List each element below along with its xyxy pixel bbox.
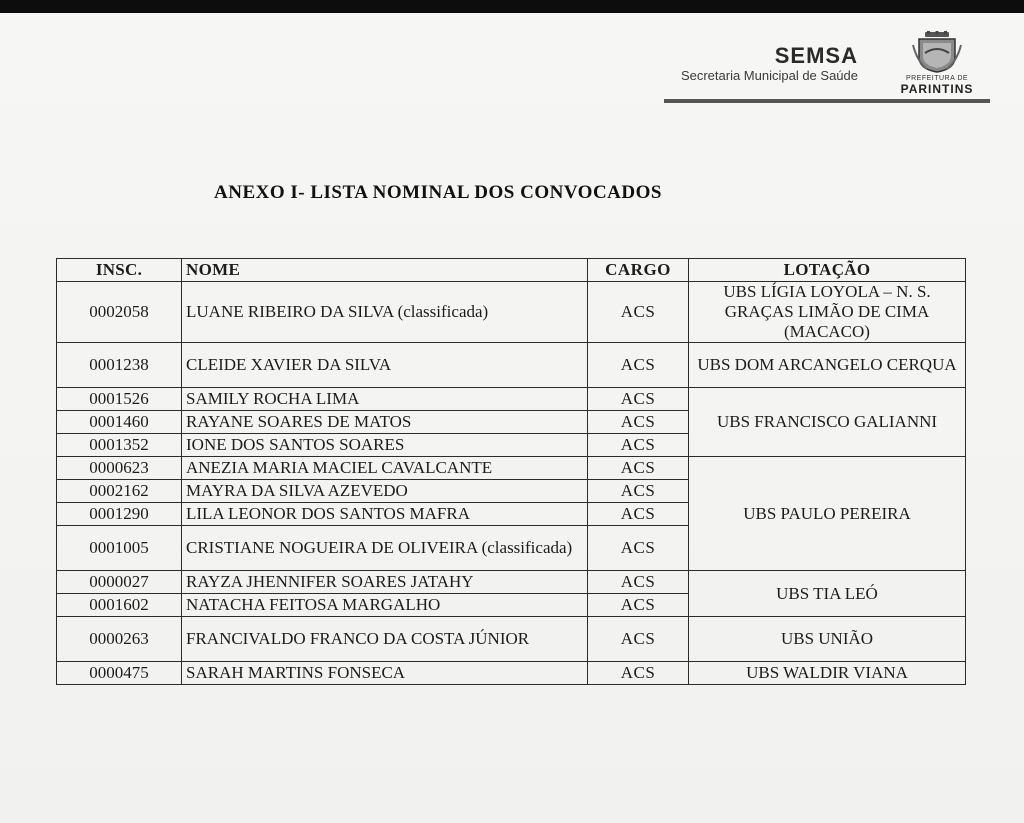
- prefeitura-name: PARINTINS: [900, 82, 974, 96]
- table-row: [57, 662, 966, 685]
- header-underline: [664, 99, 990, 103]
- cargo-cell: ACS: [588, 480, 689, 503]
- insc-cell: 0001238: [57, 343, 182, 388]
- brand-title: SEMSA: [774, 43, 858, 68]
- lotacao-cell: UBS LÍGIA LOYOLA – N. S. GRAÇAS LIMÃO DE CIMA (MACACO): [689, 282, 966, 343]
- lotacao-cell: UBS WALDIR VIANA: [689, 662, 966, 685]
- insc-cell: 0001352: [57, 434, 182, 457]
- cargo-cell: ACS: [588, 571, 689, 594]
- insc-cell: 0000475: [57, 662, 182, 685]
- lotacao-cell: UBS FRANCISCO GALIANNI: [689, 388, 966, 457]
- insc-cell: 0001290: [57, 503, 182, 526]
- nome-cell: SARAH MARTINS FONSECA: [182, 662, 588, 685]
- cargo-cell: ACS: [588, 457, 689, 480]
- table-row: [57, 282, 966, 343]
- nome-cell: SAMILY ROCHA LIMA: [182, 388, 588, 411]
- insc-cell: 0001602: [57, 594, 182, 617]
- cargo-cell: ACS: [588, 343, 689, 388]
- cargo-cell: ACS: [588, 434, 689, 457]
- lotacao-cell: UBS UNIÃO: [689, 617, 966, 662]
- prefeitura-label: PREFEITURA DE: [905, 75, 969, 82]
- table-row: [57, 457, 966, 480]
- table-row: [57, 388, 966, 411]
- cargo-cell: ACS: [588, 411, 689, 434]
- coat-of-arms-icon: [911, 31, 963, 73]
- header-nome: NOME: [182, 259, 588, 282]
- insc-cell: 0002058: [57, 282, 182, 343]
- cargo-cell: ACS: [588, 662, 689, 685]
- insc-cell: 0000623: [57, 457, 182, 480]
- top-black-border: [0, 0, 1024, 13]
- nome-cell: LUANE RIBEIRO DA SILVA (classificada): [182, 282, 588, 343]
- nome-cell: ANEZIA MARIA MACIEL CAVALCANTE: [182, 457, 588, 480]
- cargo-cell: ACS: [588, 282, 689, 343]
- nome-cell: CLEIDE XAVIER DA SILVA: [182, 343, 588, 388]
- lotacao-cell: UBS PAULO PEREIRA: [689, 457, 966, 571]
- insc-cell: 0001460: [57, 411, 182, 434]
- insc-cell: 0002162: [57, 480, 182, 503]
- header-insc: INSC.: [57, 259, 182, 282]
- lotacao-cell: UBS DOM ARCANGELO CERQUA: [689, 343, 966, 388]
- document-title: ANEXO I- LISTA NOMINAL DOS CONVOCADOS: [214, 182, 662, 203]
- nome-cell: NATACHA FEITOSA MARGALHO: [182, 594, 588, 617]
- cargo-cell: ACS: [588, 503, 689, 526]
- nome-cell: LILA LEONOR DOS SANTOS MAFRA: [182, 503, 588, 526]
- cargo-cell: ACS: [588, 526, 689, 571]
- semsa-brand: [681, 45, 858, 84]
- nome-cell: RAYZA JHENNIFER SOARES JATAHY: [182, 571, 588, 594]
- lotacao-cell: UBS TIA LEÓ: [689, 571, 966, 617]
- table-row: [57, 343, 966, 388]
- cargo-cell: ACS: [588, 594, 689, 617]
- insc-cell: 0001005: [57, 526, 182, 571]
- cargo-cell: ACS: [588, 617, 689, 662]
- header-lotacao: LOTAÇÃO: [689, 259, 966, 282]
- convocados-table: [56, 258, 966, 685]
- nome-cell: MAYRA DA SILVA AZEVEDO: [182, 480, 588, 503]
- insc-cell: 0000263: [57, 617, 182, 662]
- nome-cell: RAYANE SOARES DE MATOS: [182, 411, 588, 434]
- nome-cell: CRISTIANE NOGUEIRA DE OLIVEIRA (classificada): [182, 526, 588, 571]
- prefeitura-logo: [883, 31, 991, 97]
- nome-cell: IONE DOS SANTOS SOARES: [182, 434, 588, 457]
- cargo-cell: ACS: [588, 388, 689, 411]
- table-header-row: [57, 259, 966, 282]
- nome-cell: FRANCIVALDO FRANCO DA COSTA JÚNIOR: [182, 617, 588, 662]
- table-row: [57, 571, 966, 594]
- brand-subtitle: Secretaria Municipal de Saúde: [680, 68, 858, 83]
- insc-cell: 0000027: [57, 571, 182, 594]
- header-cargo: CARGO: [588, 259, 689, 282]
- insc-cell: 0001526: [57, 388, 182, 411]
- table-row: [57, 617, 966, 662]
